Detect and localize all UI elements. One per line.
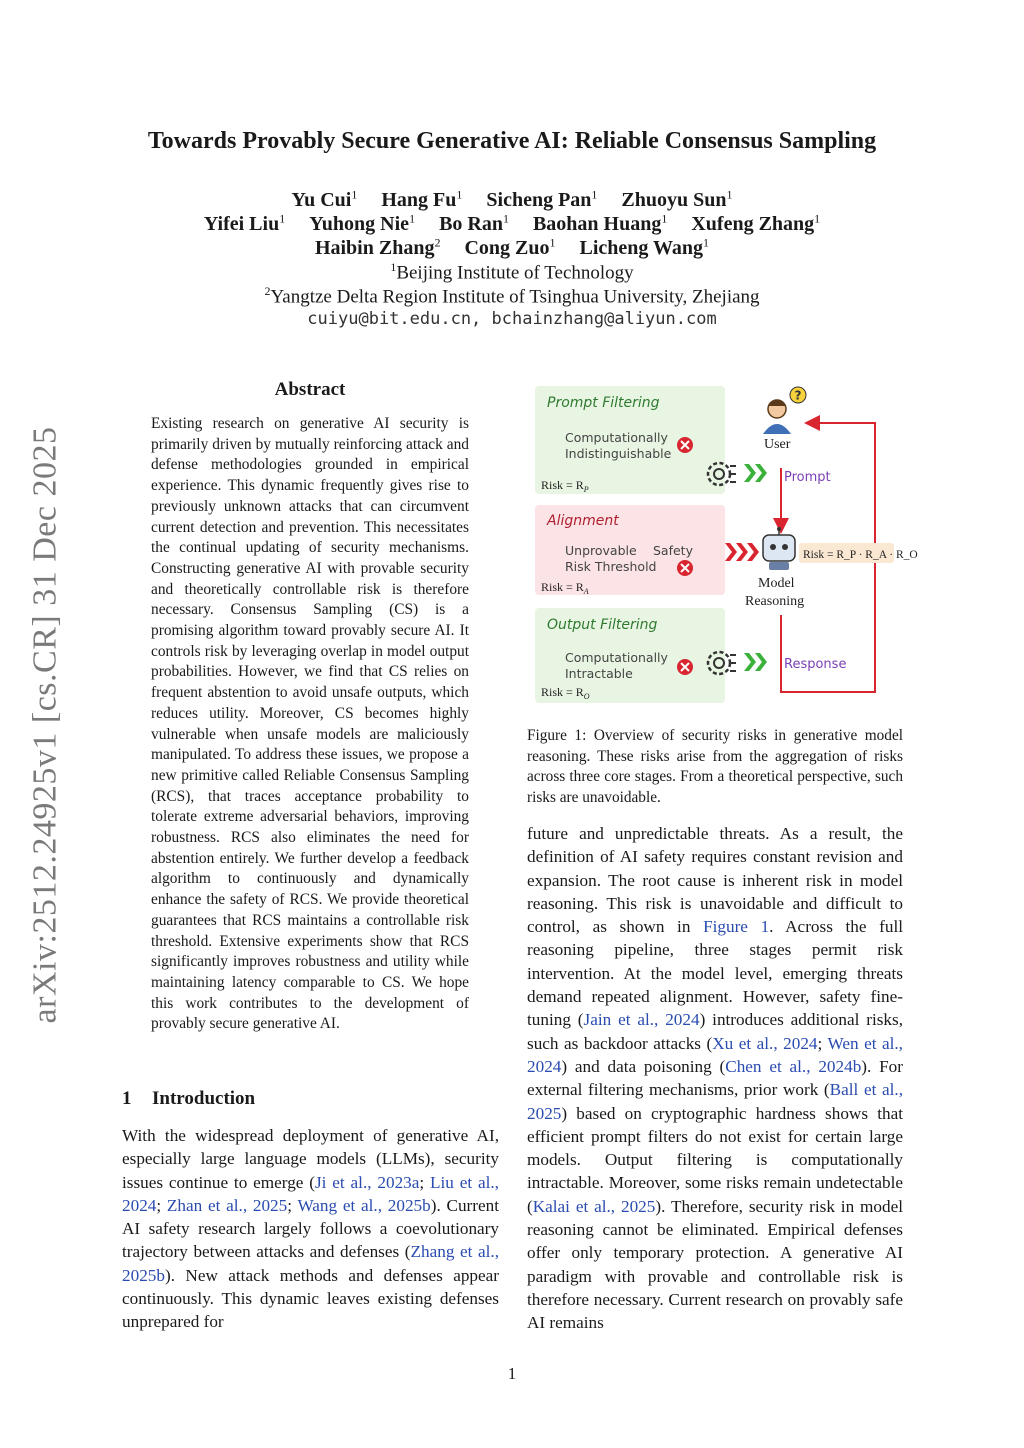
alignment-box: [535, 505, 725, 596]
author-name: Haibin Zhang$^2$: [314, 235, 441, 259]
citation-link[interactable]: Zhan et al., 2025: [166, 1195, 288, 1215]
intro-right-column: future and unpredictable threats. As a result, the definition of AI safety requires constant revision and expansion. The root cause is inherent risk in model reasoning. This risk is unavoidable and difficult to control, as shown in Figure 1. Across the full reasoning pipeline, three stages permit risk intervention. At the model level, emerging threats demand repeated alignment. However, safety fine-tuning (Jain et al., 2024) introduces additional risks, such as backdoor attacks (Xu et al., 2024; Wen et al., 2024) and data poisoning (Chen et al., 2024b). For external filtering mechanisms, prior work (Ball et al., 2025) based on cryptographic hardness shows that efficient prompt filters do not exist for certain large models. Output filtering is computationally intractable. Moreover, some risks remain undetectable (Kalai et al., 2025). Therefore, security risk in model reasoning cannot be eliminated. Empirical defenses offer only temporary protection. A generative AI paradigm with provable and controllable risk is therefore necessary. Current research on provably safe AI remains: [527, 824, 904, 1333]
svg-text:Risk = RP: Risk = $R_P$: [541, 478, 589, 494]
citation-link[interactable]: Wang et al., 2025b: [297, 1195, 431, 1215]
prompt-filtering-box: [535, 386, 725, 494]
prompt-filtering-line1: Computationally: [565, 430, 668, 445]
citation-link[interactable]: Xu et al., 2024: [712, 1033, 818, 1053]
alignment-line1a: Unprovable: [565, 543, 637, 558]
paper-title: Towards Provably Secure Generative AI: Reliable Consensus Sampling: [147, 128, 877, 154]
user-icon: [763, 400, 791, 434]
intro-left-column: With the widespread deployment of generative AI, especially large language models (LLMs), security issues continue to emerge (Ji et al., 2023a; Liu et al., 2024; Zhan et al., 2025; Wang et al., 2025b). Current AI safety research largely follows a coevolutionary trajectory between attacks and defenses (Zhang et al., 2025b). New attack methods and defenses appear continuously. This dynamic leaves existing defenses unprepared for: [122, 1126, 500, 1332]
output-filtering-box: [535, 608, 725, 703]
arxiv-stamp: [20, 420, 70, 1030]
author-name: Licheng Wang$^1$: [579, 235, 710, 259]
alignment-line1b: Safety: [653, 543, 693, 558]
user-label: User: [764, 437, 791, 452]
section-number: 1: [122, 1088, 132, 1109]
intro-heading: [122, 1088, 255, 1110]
citation-link[interactable]: Zhang et al., 2025b: [122, 1242, 499, 1285]
output-filtering-title: Output Filtering: [547, 617, 658, 633]
figure-caption: Figure 1: Overview of security risks in generative model reasoning. These risks arise from the aggregation of risks across three core stages. From a theoretical perspective, such risks are unavoidable.: [527, 727, 903, 806]
citation-link[interactable]: Kalai et al., 2025: [532, 1196, 656, 1216]
prompt-filtering-title: Prompt Filtering: [547, 395, 660, 411]
author-name: Yuhong Nie$^1$: [309, 211, 416, 235]
affiliation-1: $^1$Beijing Institute of Technology: [390, 260, 634, 284]
author-name: Hang Fu$^1$: [381, 187, 463, 211]
green-chevrons: [744, 653, 767, 671]
author-name: Zhuoyu Sun$^1$: [621, 187, 733, 211]
cross-icon: [677, 560, 693, 576]
svg-text:?: ?: [794, 388, 802, 403]
affiliation-2: $^2$Yangtze Delta Region Institute of Tsinghua University, Zhejiang: [264, 284, 760, 308]
author-name: Cong Zuo$^1$: [464, 235, 556, 259]
author-name: Sicheng Pan$^1$: [486, 187, 598, 211]
output-filtering-line1: Computationally: [565, 650, 668, 665]
figure-1: [533, 380, 918, 710]
output-filtering-line2: Intractable: [565, 666, 633, 681]
abstract-text: Existing research on generative AI security is primarily driven by mutually reinforcing attack and defense methodologies grounded in empirical experience. This dynamic frequently gives rise to previously unknown attacks that can circumvent current detection and prevention. This necessitates the continual updating of security mechanisms. Constructing generative AI with provable security and theoretically controllable risk is therefore necessary. Consensus Sampling (CS) is a promising algorithm toward provably secure AI. It controls risk by leveraging overlap in model output probabilities. However, we find that CS relies on frequent abstention to avoid unsafe outputs, which reduces utility. Moreover, CS becomes highly vulnerable when unsafe models are maliciously manipulated. To address these issues, we propose a new primitive called Reliable Consensus Sampling (RCS), that traces acceptance probability to tolerate extreme adversarial behaviors, improving robustness. RCS also eliminates the need for abstention entirely. We further develop a feedback algorithm to continuously and dynamically enhance the safety of RCS. We provide theoretical guarantees that RCS maintains a controllable risk threshold. Extensive experiments show that RCS significantly improves robustness and utility while maintaining latency comparable to CS. We hope this work contributes to the development of provably secure generative AI.: [151, 415, 469, 1033]
svg-text:Risk = RO: Risk = $R_O$: [541, 685, 590, 701]
prompt-label: Prompt: [784, 470, 831, 485]
red-chevrons: [725, 543, 759, 561]
author-name: Yifei Liu$^1$: [203, 211, 286, 235]
authors-row-3: [60, 235, 964, 260]
section-title: Introduction: [152, 1088, 256, 1109]
response-label: Response: [784, 657, 847, 672]
prompt-filtering-line2: Indistinguishable: [565, 446, 672, 461]
svg-text:Risk = RA: Risk = $R_A$: [541, 580, 589, 596]
total-risk-label: Risk = R_P · R_A · R_O: [803, 549, 918, 561]
alignment-line2: Risk Threshold: [565, 559, 657, 574]
author-name: Xufeng Zhang$^1$: [691, 211, 821, 235]
citation-link[interactable]: Liu et al., 2024: [122, 1172, 499, 1215]
abstract-heading: Abstract: [274, 379, 346, 400]
alignment-title: Alignment: [547, 513, 619, 529]
citation-link[interactable]: Ji et al., 2023a: [314, 1172, 420, 1192]
citation-link[interactable]: Wen et al., 2024: [527, 1033, 903, 1076]
author-emails: cuiyu@bit.edu.cn, bchainzhang@aliyun.com: [307, 309, 717, 329]
citation-link[interactable]: Chen et al., 2024b: [725, 1056, 862, 1076]
cross-icon: [677, 659, 693, 675]
arxiv-id: arXiv:2512.24925v1 [cs.CR] 31 Dec 2025: [26, 426, 64, 1024]
robot-icon: [763, 527, 795, 570]
author-name: Bo Ran$^1$: [439, 211, 509, 235]
question-icon: [790, 387, 806, 403]
figure-ref-link[interactable]: Figure 1: [703, 917, 770, 937]
page-number: 1: [507, 1364, 517, 1383]
citation-link[interactable]: Ball et al., 2025: [527, 1080, 903, 1123]
reasoning-label: Reasoning: [745, 594, 805, 609]
authors-row-1: [60, 187, 964, 212]
model-label: Model: [758, 576, 795, 591]
author-name: Baohan Huang$^1$: [532, 211, 668, 235]
citation-link[interactable]: Jain et al., 2024: [583, 1010, 700, 1030]
authors-row-2: [60, 211, 964, 236]
author-name: Yu Cui$^1$: [291, 187, 358, 211]
cross-icon: [677, 437, 693, 453]
green-chevrons: [744, 464, 767, 482]
